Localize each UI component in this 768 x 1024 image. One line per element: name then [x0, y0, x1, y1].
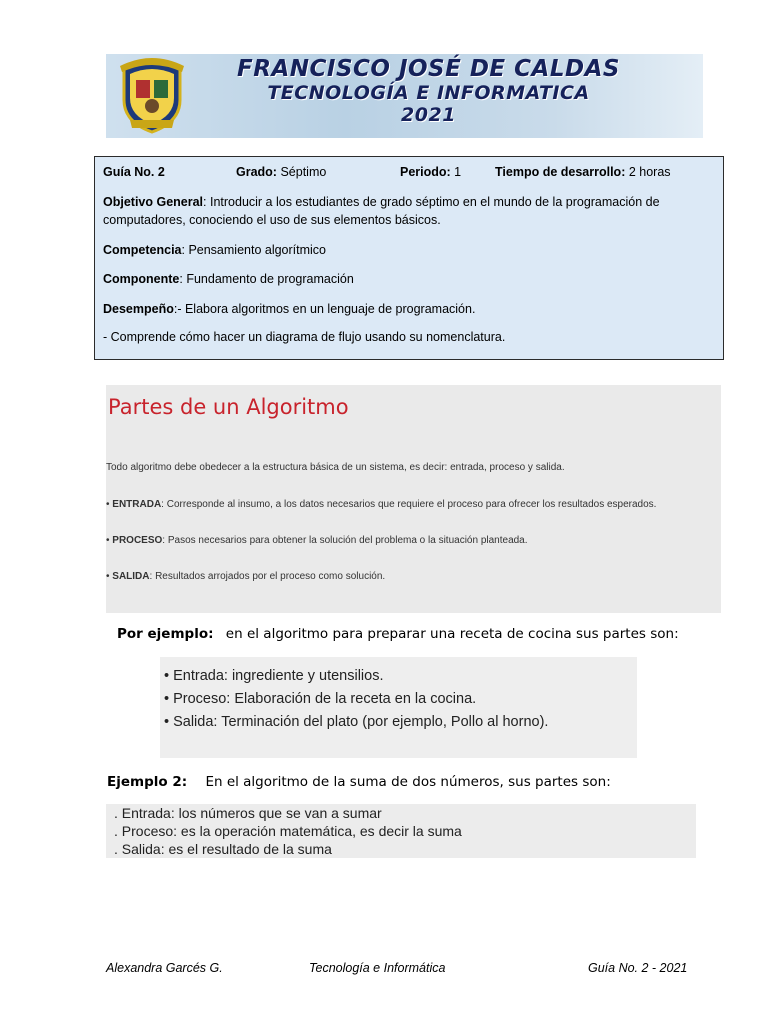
performance-extra: - Comprende cómo hacer un diagrama de flujo usando su nomenclatura.: [103, 330, 506, 344]
footer-author: Alexandra Garcés G.: [106, 961, 223, 975]
component-text: : Fundamento de programación: [179, 272, 354, 286]
salida-item: • SALIDA: Resultados arrojados por el proceso como solución.: [106, 571, 386, 582]
period-value: 1: [450, 165, 462, 179]
section-title: Partes de un Algoritmo: [108, 395, 349, 419]
period-label: Periodo:: [400, 165, 451, 179]
competence-paragraph: [103, 241, 703, 259]
list-item: • Salida: Terminación del plato (por ejemplo, Pollo al horno).: [164, 714, 549, 730]
entrada-label: ENTRADA: [112, 499, 162, 510]
performance-text: :- Elabora algoritmos en un lenguaje de programación.: [173, 302, 476, 316]
guide-info-box: [94, 156, 724, 360]
guide-number: Guía No. 2: [103, 165, 165, 179]
grade-label: Grado:: [236, 165, 277, 179]
year-title: 2021: [401, 104, 456, 126]
objective-paragraph: [103, 193, 703, 229]
footer-subject: Tecnología e Informática: [309, 961, 446, 975]
footer-guide: Guía No. 2 - 2021: [588, 961, 688, 975]
list-item: • Proceso: Elaboración de la receta en la cocina.: [164, 691, 477, 707]
example2-text: En el algoritmo de la suma de dos números, sus partes son:: [205, 774, 611, 790]
objective-label: Objetivo General: [103, 195, 204, 209]
competence-label: Competencia: [103, 243, 182, 257]
intro-text: Todo algoritmo debe obedecer a la estructura básica de un sistema, es decir: entrada, proceso y salida.: [106, 462, 565, 473]
grade-value: Séptimo: [276, 165, 327, 179]
salida-label: SALIDA: [112, 571, 150, 582]
proceso-item: • PROCESO: Pasos necesarios para obtener la solución del problema o la situación planteada.: [106, 535, 528, 546]
example2-list: [106, 804, 696, 858]
example2-label: Ejemplo 2:: [107, 774, 188, 790]
performance-paragraph: [103, 300, 703, 318]
school-crest-logo: [116, 58, 188, 134]
entrada-item: • ENTRADA: Corresponde al insumo, a los datos necesarios que requiere el proceso para ofrecer los resultados esperados.: [106, 499, 657, 510]
entrada-text: : Corresponde al insumo, a los datos necesarios que requiere el proceso para ofrecer los resultados esperados.: [161, 499, 657, 510]
component-paragraph: [103, 270, 703, 288]
header-banner: [106, 54, 703, 138]
example1-list: [160, 657, 637, 758]
example1-label: Por ejemplo:: [117, 626, 214, 642]
example1-text: en el algoritmo para preparar una receta de cocina sus partes son:: [225, 626, 679, 642]
subject-title: TECNOLOGÍA E INFORMATICA: [267, 82, 590, 104]
school-name: FRANCISCO JOSÉ DE CALDAS: [237, 56, 620, 82]
performance-label: Desempeño: [103, 302, 174, 316]
algorithm-parts-panel: [106, 385, 721, 613]
component-label: Componente: [103, 272, 180, 286]
list-item: . Salida: es el resultado de la suma: [114, 841, 332, 857]
example1-heading: [117, 626, 679, 642]
proceso-label: PROCESO: [112, 535, 163, 546]
proceso-text: : Pasos necesarios para obtener la solución del problema o la situación planteada.: [162, 535, 528, 546]
competence-text: : Pensamiento algorítmico: [181, 243, 327, 257]
objective-text: : Introducir a los estudiantes de grado séptimo en el mundo de la programación de computadores, conociendo el uso de sus elementos básicos.: [103, 195, 660, 227]
time-value: 2 horas: [625, 165, 671, 179]
salida-text: : Resultados arrojados por el proceso como solución.: [149, 571, 386, 582]
time-label: Tiempo de desarrollo:: [495, 165, 626, 179]
example2-heading: [107, 774, 611, 790]
list-item: . Proceso: es la operación matemática, es decir la suma: [114, 823, 462, 839]
list-item: • Entrada: ingrediente y utensilios.: [164, 668, 384, 684]
list-item: . Entrada: los números que se van a sumar: [114, 805, 382, 821]
